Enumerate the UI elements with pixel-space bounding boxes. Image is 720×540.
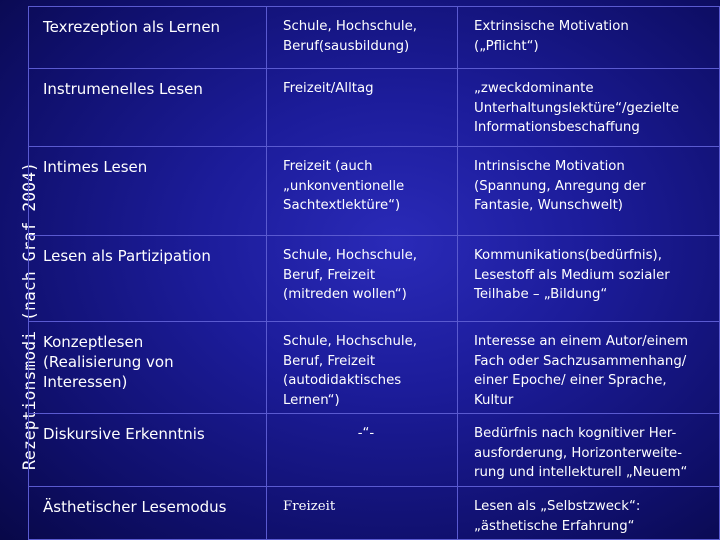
motivation-cell: Bedürfnis nach kognitiver Her- ausforderung, Horizonterweite- rung und intellekturell „Neuem“ [458,414,720,487]
motivation-cell: Extrinsische Motivation („Pflicht“) [458,7,720,69]
table-row [29,236,720,322]
motivation-cell: „zweckdominante Unterhaltungslektüre“/gezielte Informationsbeschaffung [458,69,720,147]
motivation-cell: Kommunikations(bedürfnis), Lesestoff als Medium sozialer Teilhabe – „Bildung“ [458,236,720,322]
side-title: Rezeptionsmodi (nach Graf 2004) [20,162,39,470]
reception-modes-table [28,6,720,540]
table-row [29,69,720,147]
mode-cell: Intimes Lesen [29,147,267,236]
motivation-cell: Lesen als „Selbstzweck“: „ästhetische Erfahrung“ [458,487,720,540]
context-cell: Freizeit/Alltag [267,69,458,147]
table-row [29,147,720,236]
context-cell: Freizeit (auch „unkonventionelle Sachtextlektüre“) [267,147,458,236]
mode-cell: Lesen als Partizipation [29,236,267,322]
mode-cell: Texrezeption als Lernen [29,7,267,69]
context-cell: Schule, Hochschule, Beruf(sausbildung) [267,7,458,69]
context-cell: Schule, Hochschule, Beruf, Freizeit (autodidaktisches Lernen“) [267,322,458,414]
table-row [29,322,720,414]
table-row [29,414,720,487]
table-row [29,487,720,540]
motivation-cell: Intrinsische Motivation (Spannung, Anregung der Fantasie, Wunschwelt) [458,147,720,236]
mode-cell: Konzeptlesen (Realisierung von Interessen) [29,322,267,414]
context-cell: -“- [267,414,458,487]
table-row [29,7,720,69]
context-cell: Schule, Hochschule, Beruf, Freizeit (mitreden wollen“) [267,236,458,322]
motivation-cell: Interesse an einem Autor/einem Fach oder Sachzusammenhang/ einer Epoche/ einer Sprache, Kultur [458,322,720,414]
mode-cell: Diskursive Erkenntnis [29,414,267,487]
context-cell: Freizeit [267,487,458,540]
mode-cell: Ästhetischer Lesemodus [29,487,267,540]
mode-cell: Instrumenelles Lesen [29,69,267,147]
